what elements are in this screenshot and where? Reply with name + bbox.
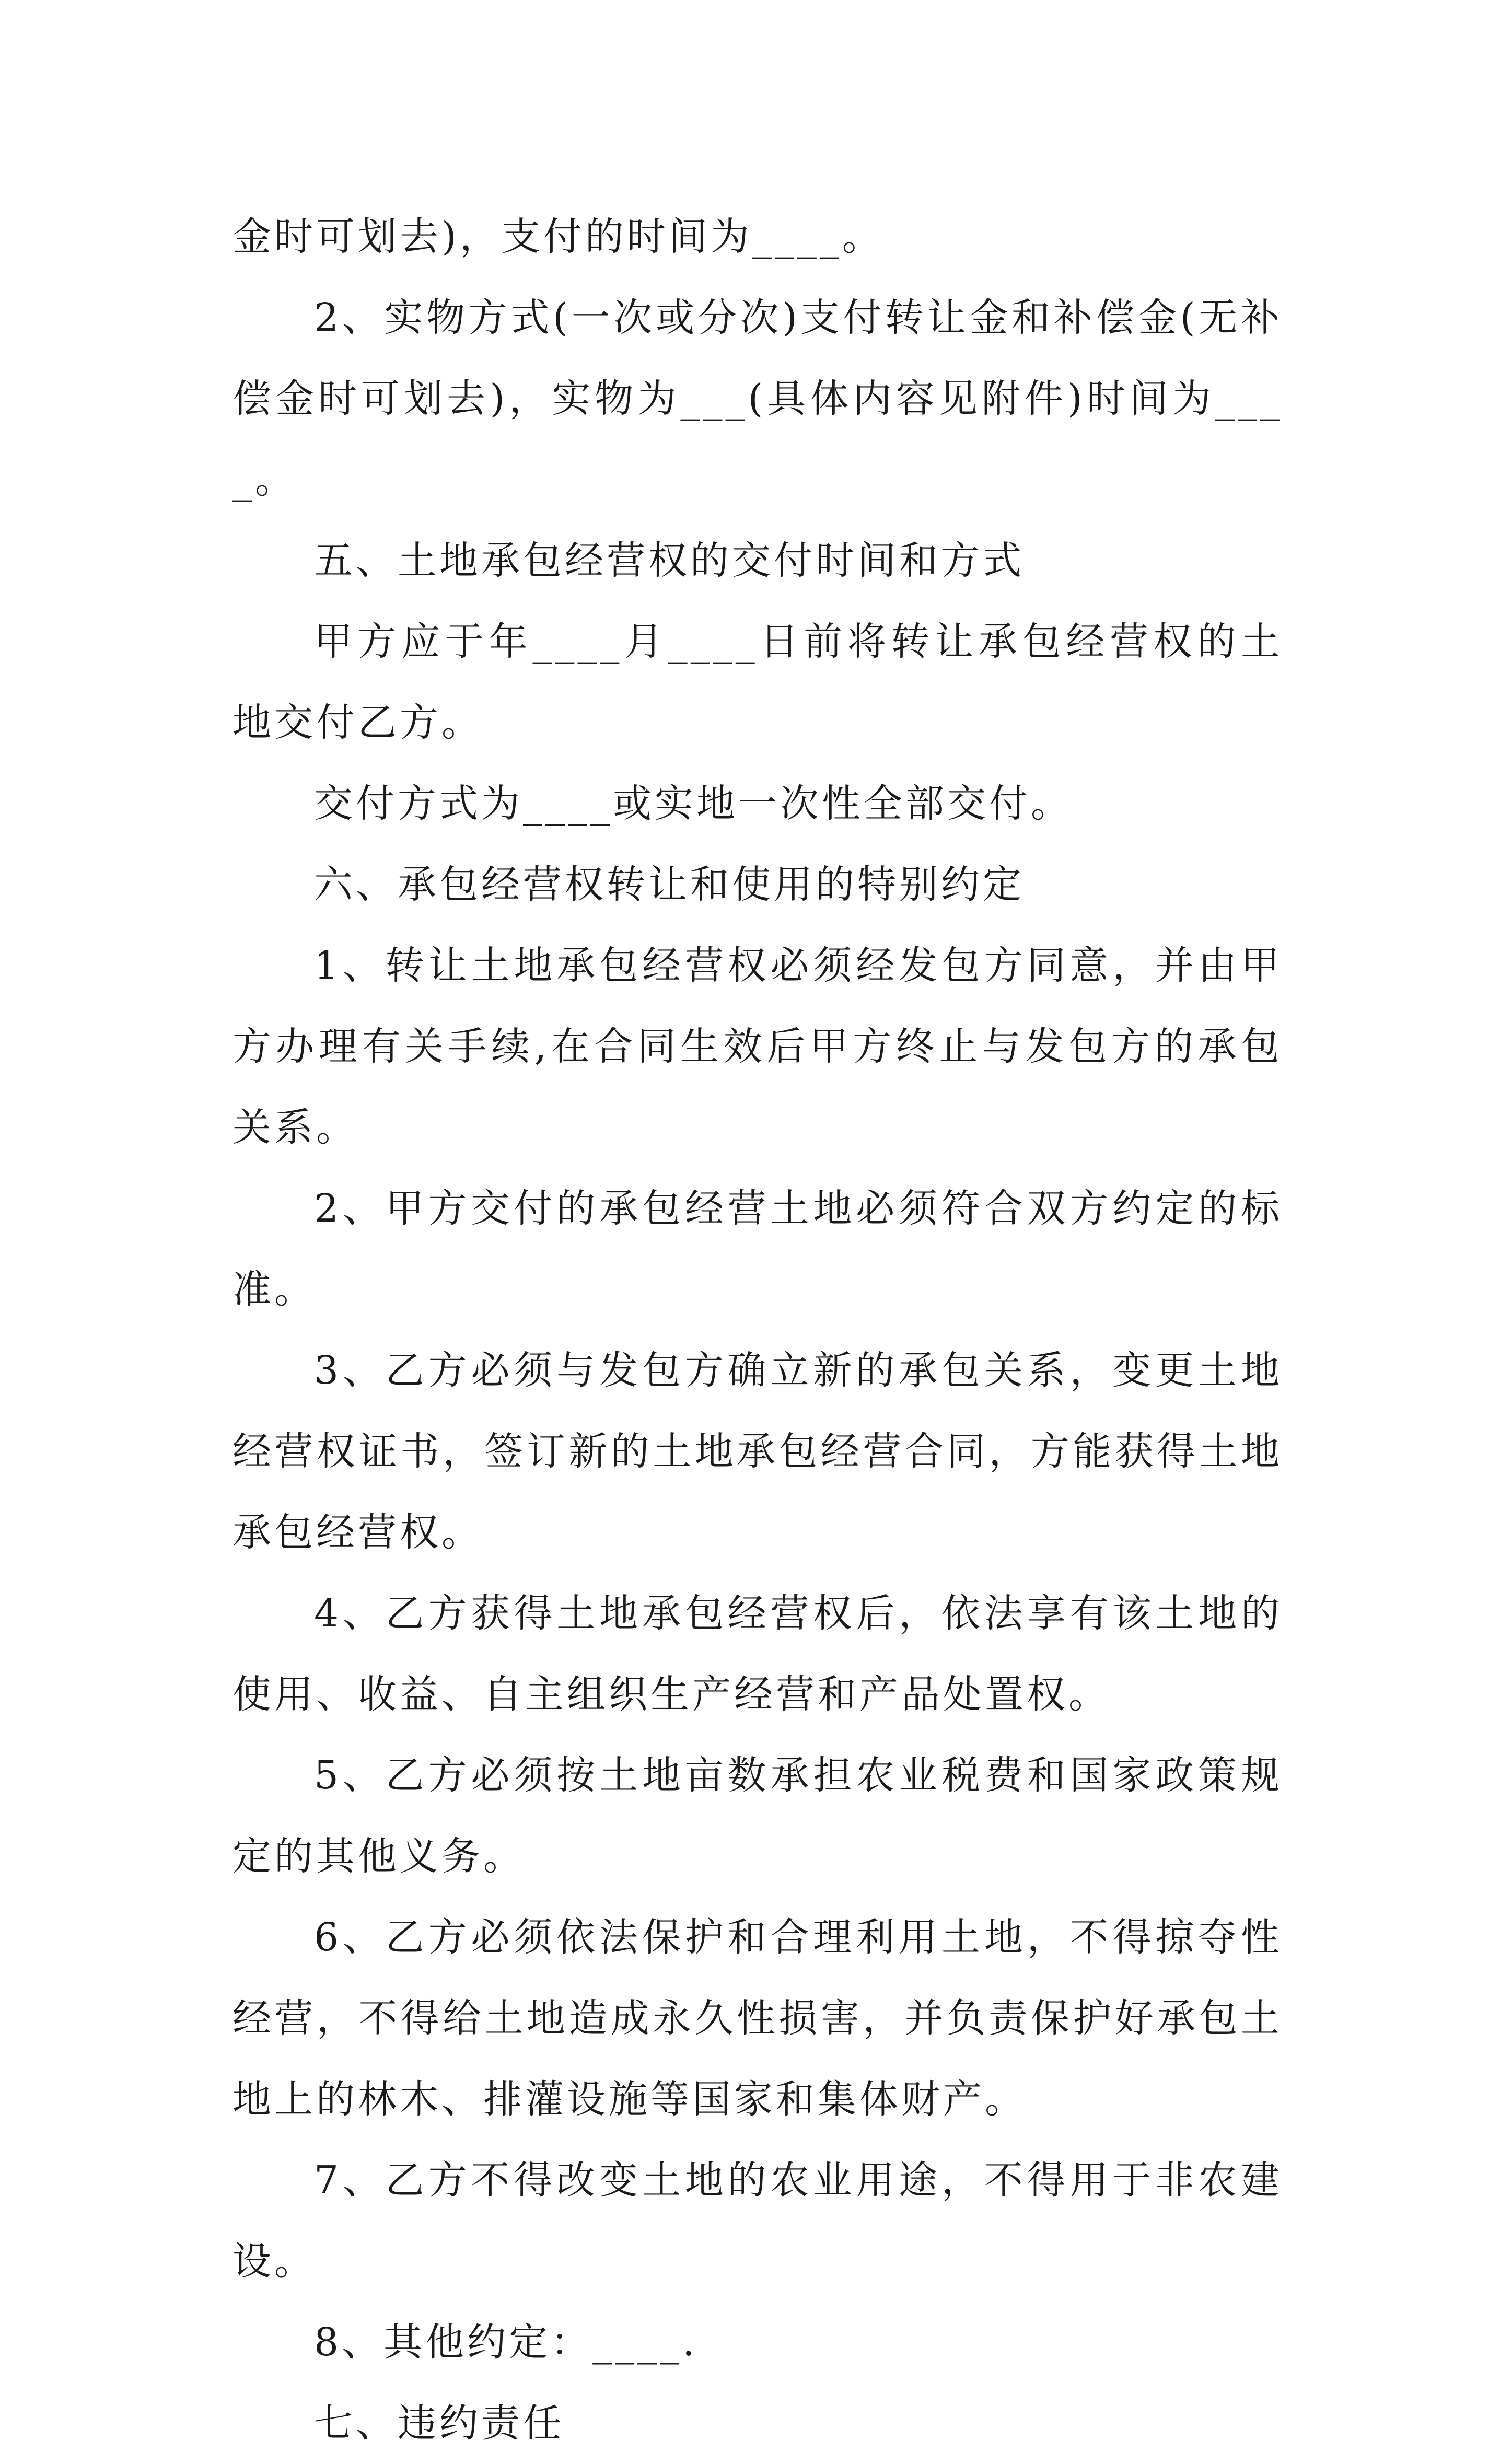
paragraph-3: 甲方应于年____月____日前将转让承包经营权的土地交付乙方。 xyxy=(232,619,1283,745)
clause-4: 4、乙方获得土地承包经营权后，依法享有该土地的使用、收益、自主组织生产经营和产品处置权。 xyxy=(232,1591,1283,1717)
paragraph-2: 2、实物方式(一次或分次)支付转让金和补偿金(无补偿金时可划去)，实物为___(具体内容见附件)时间为____。 xyxy=(232,295,1283,502)
clause-3: 3、乙方必须与发包方确立新的承包关系，变更土地经营权证书，签订新的土地承包经营合同，方能获得土地承包经营权。 xyxy=(232,1348,1283,1555)
document-body xyxy=(232,196,1283,2464)
clause-1: 1、转让土地承包经营权必须经发包方同意，并由甲方办理有关手续,在合同生效后甲方终止与发包方的承包关系。 xyxy=(232,943,1283,1150)
clause-7: 7、乙方不得改变土地的农业用途，不得用于非农建设。 xyxy=(232,2158,1283,2284)
paragraph-4: 交付方式为____或实地一次性全部交付。 xyxy=(314,781,1073,826)
section-heading-6: 六、承包经营权转让和使用的特别约定 xyxy=(314,862,1025,907)
section-heading-5: 五、土地承包经营权的交付时间和方式 xyxy=(314,538,1025,583)
section-heading-7: 七、违约责任 xyxy=(314,2401,565,2446)
clause-6: 6、乙方必须依法保护和合理利用土地，不得掠夺性经营，不得给土地造成永久性损害，并负责保护好承包土地上的林木、排灌设施等国家和集体财产。 xyxy=(232,1915,1283,2122)
clause-2: 2、甲方交付的承包经营土地必须符合双方约定的标准。 xyxy=(232,1186,1283,1312)
clause-5: 5、乙方必须按土地亩数承担农业税费和国家政策规定的其他义务。 xyxy=(232,1753,1283,1879)
clause-8: 8、其他约定：____. xyxy=(314,2320,698,2365)
paragraph-1: 金时可划去)，支付的时间为____。 xyxy=(232,214,884,259)
